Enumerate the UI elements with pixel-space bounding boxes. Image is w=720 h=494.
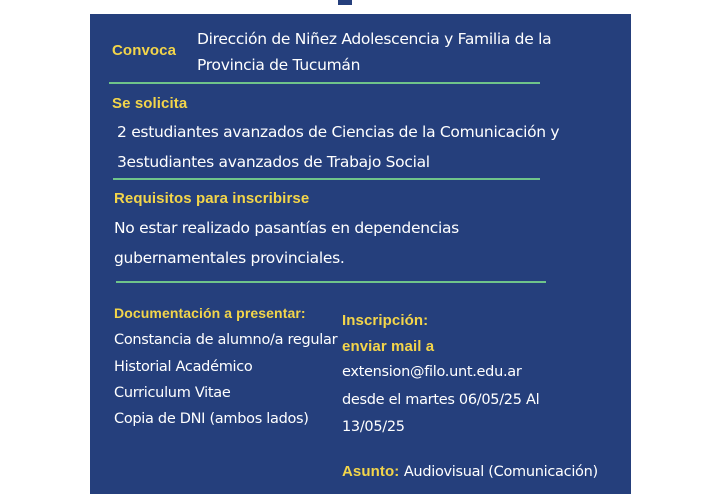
doc-item: Copia de DNI (ambos lados) <box>114 411 309 427</box>
requisitos-line-2: gubernamentales provinciales. <box>114 249 345 267</box>
date-range-line-1: desde el martes 06/05/25 Al <box>342 392 540 408</box>
date-range-line-2: 13/05/25 <box>342 419 405 435</box>
requisitos-line-1: No estar realizado pasantías en dependencias <box>114 219 459 237</box>
asunto-row <box>342 460 598 485</box>
asunto-value: Audiovisual (Comunicación) <box>403 464 598 480</box>
divider-1 <box>109 82 540 84</box>
divider-2 <box>113 178 540 180</box>
enviar-mail-label: enviar mail a <box>342 338 435 355</box>
top-notch <box>338 0 352 5</box>
documentacion-label: Documentación a presentar: <box>114 305 306 321</box>
asunto-label: Asunto: <box>342 463 400 480</box>
solicita-label: Se solicita <box>112 95 188 112</box>
convoca-line-2: Provincia de Tucumán <box>197 56 361 74</box>
convoca-label: Convoca <box>112 42 177 59</box>
solicita-line-1: 2 estudiantes avanzados de Ciencias de la Comunicación y <box>117 123 560 141</box>
inscripcion-label: Inscripción: <box>342 312 429 329</box>
requisitos-label: Requisitos para inscribirse <box>114 190 310 207</box>
doc-item: Historial Académico <box>114 359 253 375</box>
divider-3 <box>116 281 546 283</box>
doc-item: Curriculum Vitae <box>114 385 231 401</box>
doc-item: Constancia de alumno/a regular <box>114 332 338 348</box>
email-address[interactable]: extension@filo.unt.edu.ar <box>342 364 522 380</box>
top-strip <box>90 0 631 14</box>
solicita-line-2: 3estudiantes avanzados de Trabajo Social <box>117 153 430 171</box>
convoca-line-1: Dirección de Niñez Adolescencia y Familia de la <box>197 30 552 48</box>
